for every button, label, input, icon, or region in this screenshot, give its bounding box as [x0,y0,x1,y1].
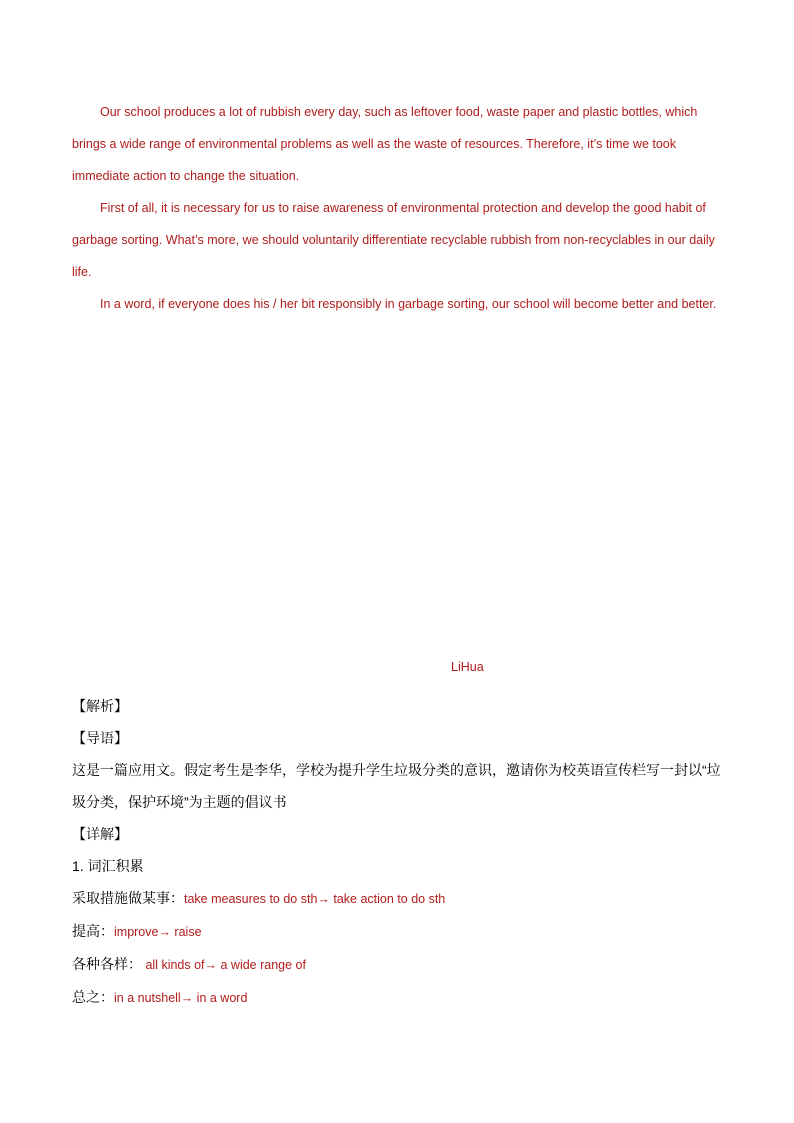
vocab-value: all kinds of→ a wide range of [142,958,306,972]
section-title: 1. 词汇积累 [72,858,144,874]
vocab-label: 各种各样： [72,956,142,972]
intro-heading: 【导语】 [72,730,128,746]
essay-paragraph: Our school produces a lot of rubbish every day, such as leftover food, waste paper and plastic bottles, which brings a wide range of environmental problems as well as the waste of resources. Therefore, it’s time we took immediate action to change the situation. [72,105,698,183]
vocab-label: 提高： [72,923,114,939]
vocab-item [72,948,732,981]
detail-heading: 【详解】 [72,826,128,842]
intro-text: 这是一篇应用文。假定考生是李华，学校为提升学生垃圾分类的意识，邀请你为校英语宣传栏写一封以“垃圾分类，保护环境”为主题的倡议书 [72,762,721,810]
vocab-value: take measures to do sth→ take action to do sth [184,892,446,906]
vocab-value: in a nutshell→ in a word [114,991,248,1005]
essay-signature: LiHua [451,660,484,674]
essay-paragraph: In a word, if everyone does his / her bit responsibly in garbage sorting, our school will become better and better. [100,297,717,311]
vocab-label: 采取措施做某事： [72,890,184,906]
vocab-item [72,882,732,915]
analysis-heading: 【解析】 [72,698,128,714]
analysis-section [72,690,732,1014]
vocab-label: 总之： [72,989,114,1005]
model-essay [72,96,722,320]
essay-paragraph: First of all, it is necessary for us to raise awareness of environmental protection and develop the good habit of garbage sorting. What’s more, we should voluntarily differentiate recyclable rubbish from non-recyclables in our daily life. [72,201,715,279]
vocab-item [72,981,732,1014]
vocab-value: improve→ raise [114,925,202,939]
vocab-item [72,915,732,948]
